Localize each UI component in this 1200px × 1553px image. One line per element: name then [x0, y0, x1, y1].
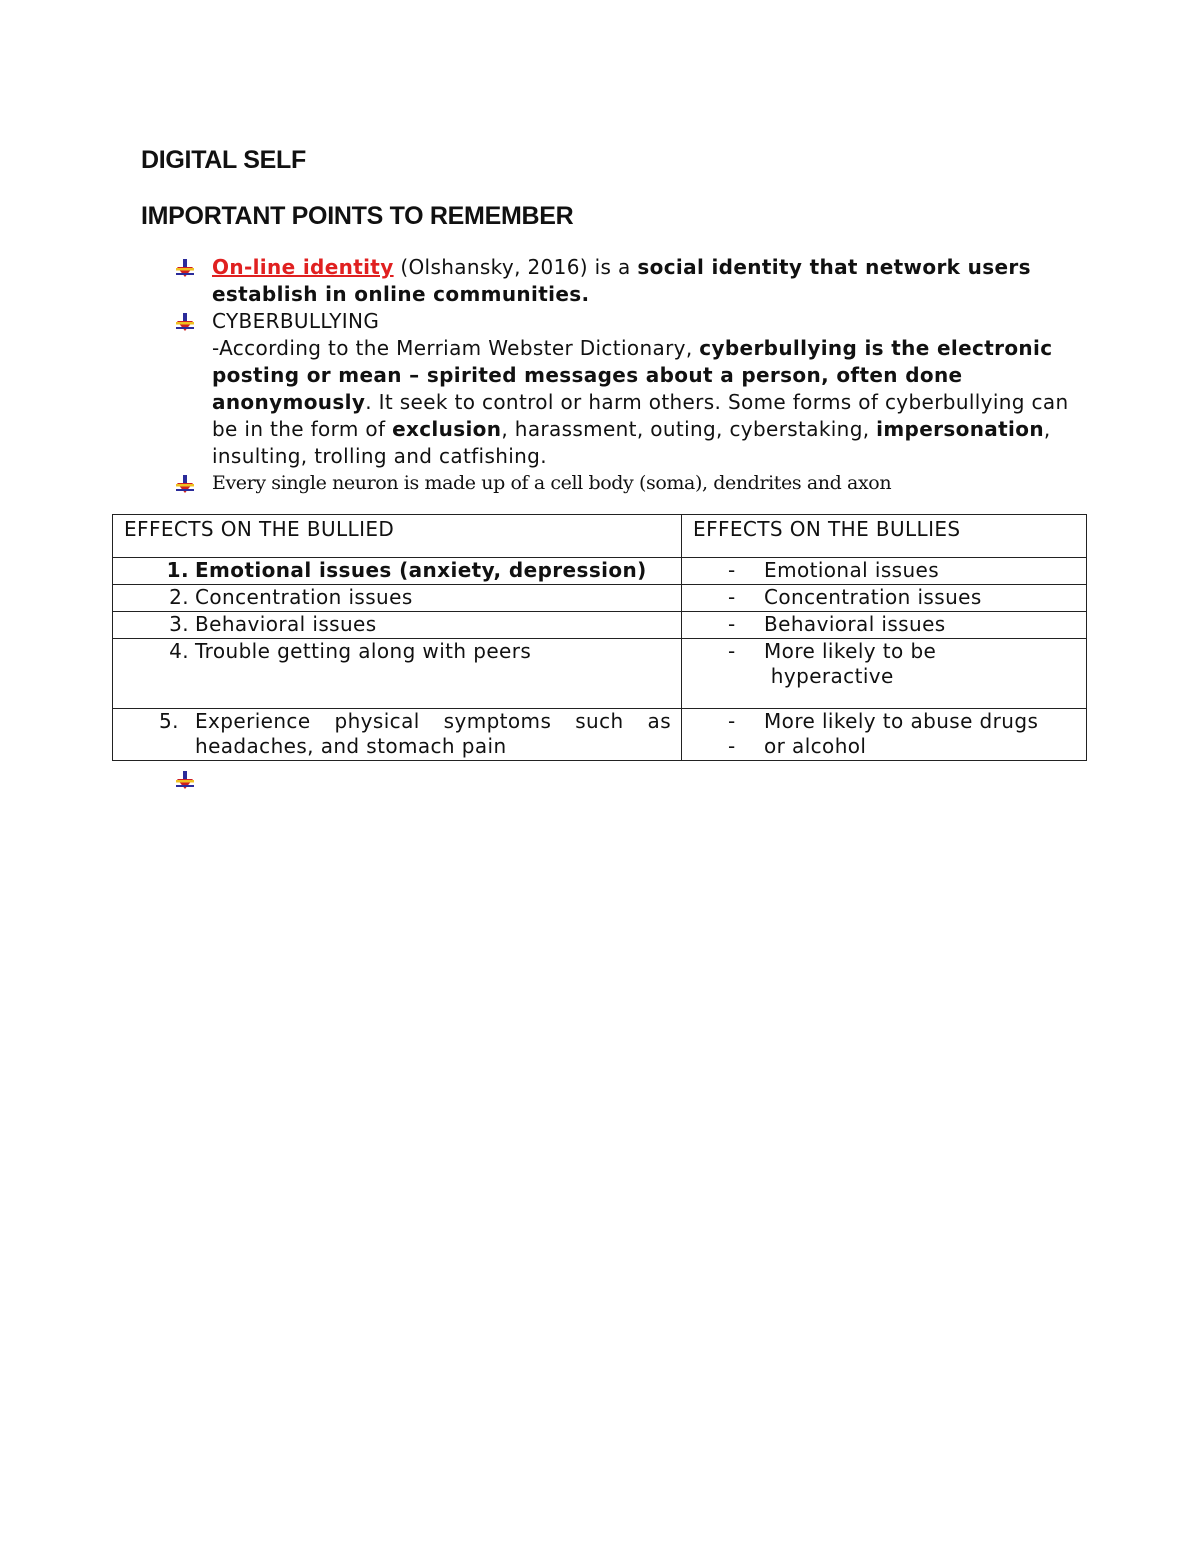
bullied-text: Emotional issues (anxiety, depression) [195, 558, 647, 582]
table-row [113, 709, 1087, 761]
cyberbullying-text-mid: , harassment, outing, cyberstaking, [501, 417, 877, 441]
arrow-down-bullet-icon [174, 770, 196, 790]
bullied-item [113, 639, 681, 664]
bullies-text: Concentration issues [764, 585, 982, 609]
bullies-cell [682, 639, 1087, 709]
bullied-cell [113, 558, 682, 585]
bullied-item [113, 709, 681, 759]
table-row [113, 585, 1087, 612]
bullies-text: Emotional issues [764, 558, 940, 582]
bullies-item [682, 612, 1086, 637]
bullies-cell [682, 612, 1087, 639]
table-row [113, 558, 1087, 585]
row-number: 3. [169, 612, 189, 636]
online-identity-definition: social identity that network users establish in online communities. [212, 255, 1031, 306]
row-number: 1. [166, 558, 189, 582]
dash-marker: - [728, 612, 736, 636]
bullied-cell [113, 612, 682, 639]
header-bullies-label: EFFECTS ON THE BULLIES [693, 517, 961, 541]
bullies-item-continued [682, 664, 1086, 689]
bullies-text: Behavioral issues [764, 612, 946, 636]
bullies-item [682, 558, 1086, 583]
cyberbullying-exclusion: exclusion [392, 417, 502, 441]
bullied-cell [113, 585, 682, 612]
bullet-neuron [174, 470, 1074, 497]
cyberbullying-text-after: . It seek to control or harm others. Some forms of cyberbullying can be in the form of [212, 390, 1069, 441]
cyberbullying-impersonation: impersonation [876, 417, 1044, 441]
bullies-cell [682, 709, 1087, 761]
cyberbullying-paragraph [212, 335, 1074, 470]
table-row [113, 639, 1087, 709]
row-number: 2. [169, 585, 189, 609]
online-identity-citation: (Olshansky, 2016) is a [393, 255, 638, 279]
bullied-text: Concentration issues [195, 585, 413, 609]
dash-marker: - [728, 585, 736, 609]
header-bullied [113, 515, 682, 558]
bullies-text: hyperactive [764, 664, 894, 688]
online-identity-term: On-line identity [212, 255, 394, 279]
arrow-down-bullet-icon [174, 474, 196, 494]
bullied-text: Trouble getting along with peers [195, 639, 532, 663]
bullied-cell [113, 639, 682, 709]
bullied-cell [113, 709, 682, 761]
bullet-cyberbullying [174, 308, 1074, 470]
bullies-item [682, 639, 1086, 664]
document-subtitle: IMPORTANT POINTS TO REMEMBER [141, 202, 574, 230]
bullies-item [682, 734, 1086, 759]
dash-marker: - [728, 709, 736, 733]
bullied-text: Experience physical symptoms such as headaches, and stomach pain [195, 709, 672, 758]
header-bullied-label: EFFECTS ON THE BULLIED [124, 517, 395, 541]
header-bullies [682, 515, 1087, 558]
dash-marker: - [728, 639, 736, 663]
bullied-item [113, 612, 681, 637]
bullies-text: More likely to abuse drugs [764, 709, 1039, 733]
row-number: 4. [169, 639, 189, 663]
bullied-item [113, 585, 681, 610]
bullet-online-identity [174, 254, 1074, 308]
cyberbullying-intro: -According to the Merriam Webster Dictionary, [212, 336, 700, 360]
cyberbullying-definition: cyberbullying is the electronic posting or mean – spirited messages about a person, often done anonymously [212, 336, 1053, 414]
bullies-item [682, 709, 1086, 734]
bullies-cell [682, 558, 1087, 585]
cyberbullying-heading: CYBERBULLYING [212, 309, 380, 333]
bullies-text: or alcohol [764, 734, 867, 758]
table-row [113, 612, 1087, 639]
bullet-list [174, 254, 1074, 497]
neuron-text: Every single neuron is made up of a cell body (soma), dendrites and axon [212, 472, 892, 494]
bullied-text: Behavioral issues [195, 612, 377, 636]
bullied-item [113, 558, 681, 583]
table-header-row [113, 515, 1087, 558]
dash-marker: - [728, 734, 736, 758]
bullies-cell [682, 585, 1087, 612]
row-number: 5. [159, 709, 179, 733]
effects-table [112, 514, 1087, 761]
dash-marker: - [728, 558, 736, 582]
bullies-item [682, 585, 1086, 610]
arrow-down-bullet-icon [174, 312, 196, 332]
document-title: DIGITAL SELF [141, 146, 306, 174]
arrow-down-bullet-icon [174, 258, 196, 278]
bullies-text: More likely to be [764, 639, 937, 663]
cyberbullying-text-end: , insulting, trolling and catfishing. [212, 417, 1051, 468]
